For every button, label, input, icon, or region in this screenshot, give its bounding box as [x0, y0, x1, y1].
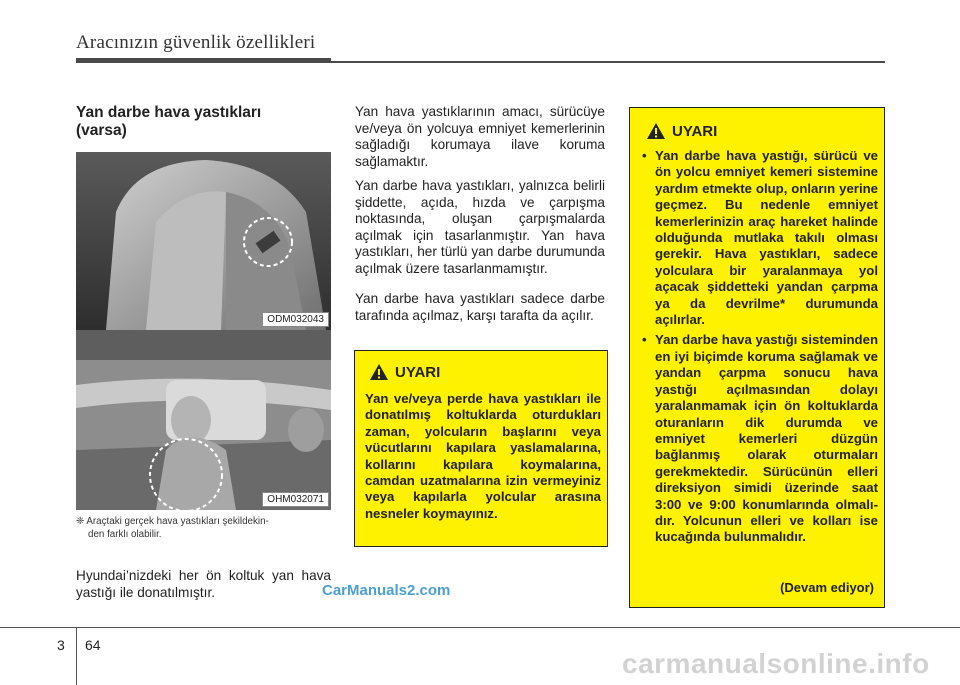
section-title-line1: Yan darbe hava yastıkları: [76, 104, 262, 121]
header-rule-thin: [331, 61, 885, 63]
body-paragraph: Yan darbe hava yastıkları sadece darbe tarafında açılmaz, karşı tarafta da açılır.: [355, 291, 605, 323]
deployed-airbag-photo: [76, 330, 331, 510]
warning-box: [629, 107, 885, 608]
warning-triangle-icon: [646, 122, 666, 140]
figure-caption: [76, 515, 332, 541]
seat-airbag-photo: [76, 152, 331, 330]
airbag-deployment-illustration: [76, 330, 331, 510]
warning-heading-text: UYARI: [672, 122, 718, 140]
warning-box: [354, 350, 608, 547]
page-number: 64: [85, 637, 101, 653]
body-paragraph: Hyundai’nizdeki her ön koltuk yan hava yastığı ile donatılmıştır.: [76, 568, 331, 600]
body-paragraph: Yan hava yastıklarının amacı, sürücüye ve/veya ön yolcuya emniyet kemerlerinin sağladığı korumaya ilave koruma sağlamaktır.: [355, 104, 605, 169]
warning-bullet: • Yan darbe hava yastığı sisteminden en iyi biçimde koruma sağlamak ve yandan çarpma sonucu hava yastığı açılmasından dolayı yaralanmamak için ön koltuklarda oturanların dik durumda ve emniyet kemerleri düzgün bağlanmış olarak oturmaları gerekmektedir. Sürücünün elleri direksiyon simidi üzerinde saat 3:00 ve 9:00 konumlarında olmalıdır. Yolcunun elleri ve kolları ise kucağında bulunmalıdır.: [642, 332, 878, 545]
chapter-number: 3: [57, 637, 65, 653]
caption-line: ❈ Araçtaki gerçek hava yastıkları şekildekin-: [76, 516, 269, 527]
body-paragraph: Yan darbe hava yastıkları, yalnızca belirli şiddette, açıda, hızda ve çarpışma noktasında, oluşan çarpışmalarda açılmak için tasarlanmıştır. Yan hava yastıkları, her türlü yan darbe durumunda açılmak üzere tasarlanmamıştır.: [355, 178, 605, 276]
running-header: Aracınızın güvenlik özellikleri: [76, 32, 316, 53]
warning-text: Yan ve/veya perde hava yastıkları ile donatılmış koltuklarda oturdukları zaman, yolcuların başlarını veya vücutlarını kapılara yaslamalarına, kollarını kapılara koymalarına, camdan uzatmalarına izin vermeyiniz veya kapılarla yolcular arasına nesneler koymayınız.: [365, 391, 601, 521]
section-title-line2: (varsa): [76, 122, 127, 139]
warning-triangle-icon: [369, 363, 389, 381]
warning-heading-text: UYARI: [395, 363, 441, 381]
warning-heading: [646, 122, 717, 140]
seat-illustration: [76, 152, 331, 330]
warning-heading: [369, 363, 440, 381]
footer-rule: [0, 627, 960, 628]
figure-code: ODM032043: [262, 312, 329, 327]
warning-bullet: • Yan darbe hava yastığı, sürücü ve ön yolcu emniyet kemeri sistemine yardım etmekte olup, onların yerine geçmez. Bu nedenle emniyet kemerlerinizin araç hareket halinde olduğunda mutlaka takılı olması gerekir. Hava yastıkları, sadece yolculara bir yaralanmaya yol açacak şiddetteki yandan çarpma ya da devrilme* durumunda açılırlar.: [642, 148, 878, 328]
section-title: [76, 104, 326, 140]
figure-code: OHM032071: [262, 492, 329, 507]
watermark-link[interactable]: CarManuals2.com: [322, 582, 451, 599]
footer-divider: [76, 627, 77, 685]
site-watermark: carmanualsonline.info: [622, 648, 930, 679]
caption-line: den farklı olabilir.: [88, 529, 162, 540]
warning-list: [642, 148, 878, 550]
header-rule-thick: [76, 58, 331, 63]
continued-label: (Devam ediyor): [780, 580, 874, 595]
